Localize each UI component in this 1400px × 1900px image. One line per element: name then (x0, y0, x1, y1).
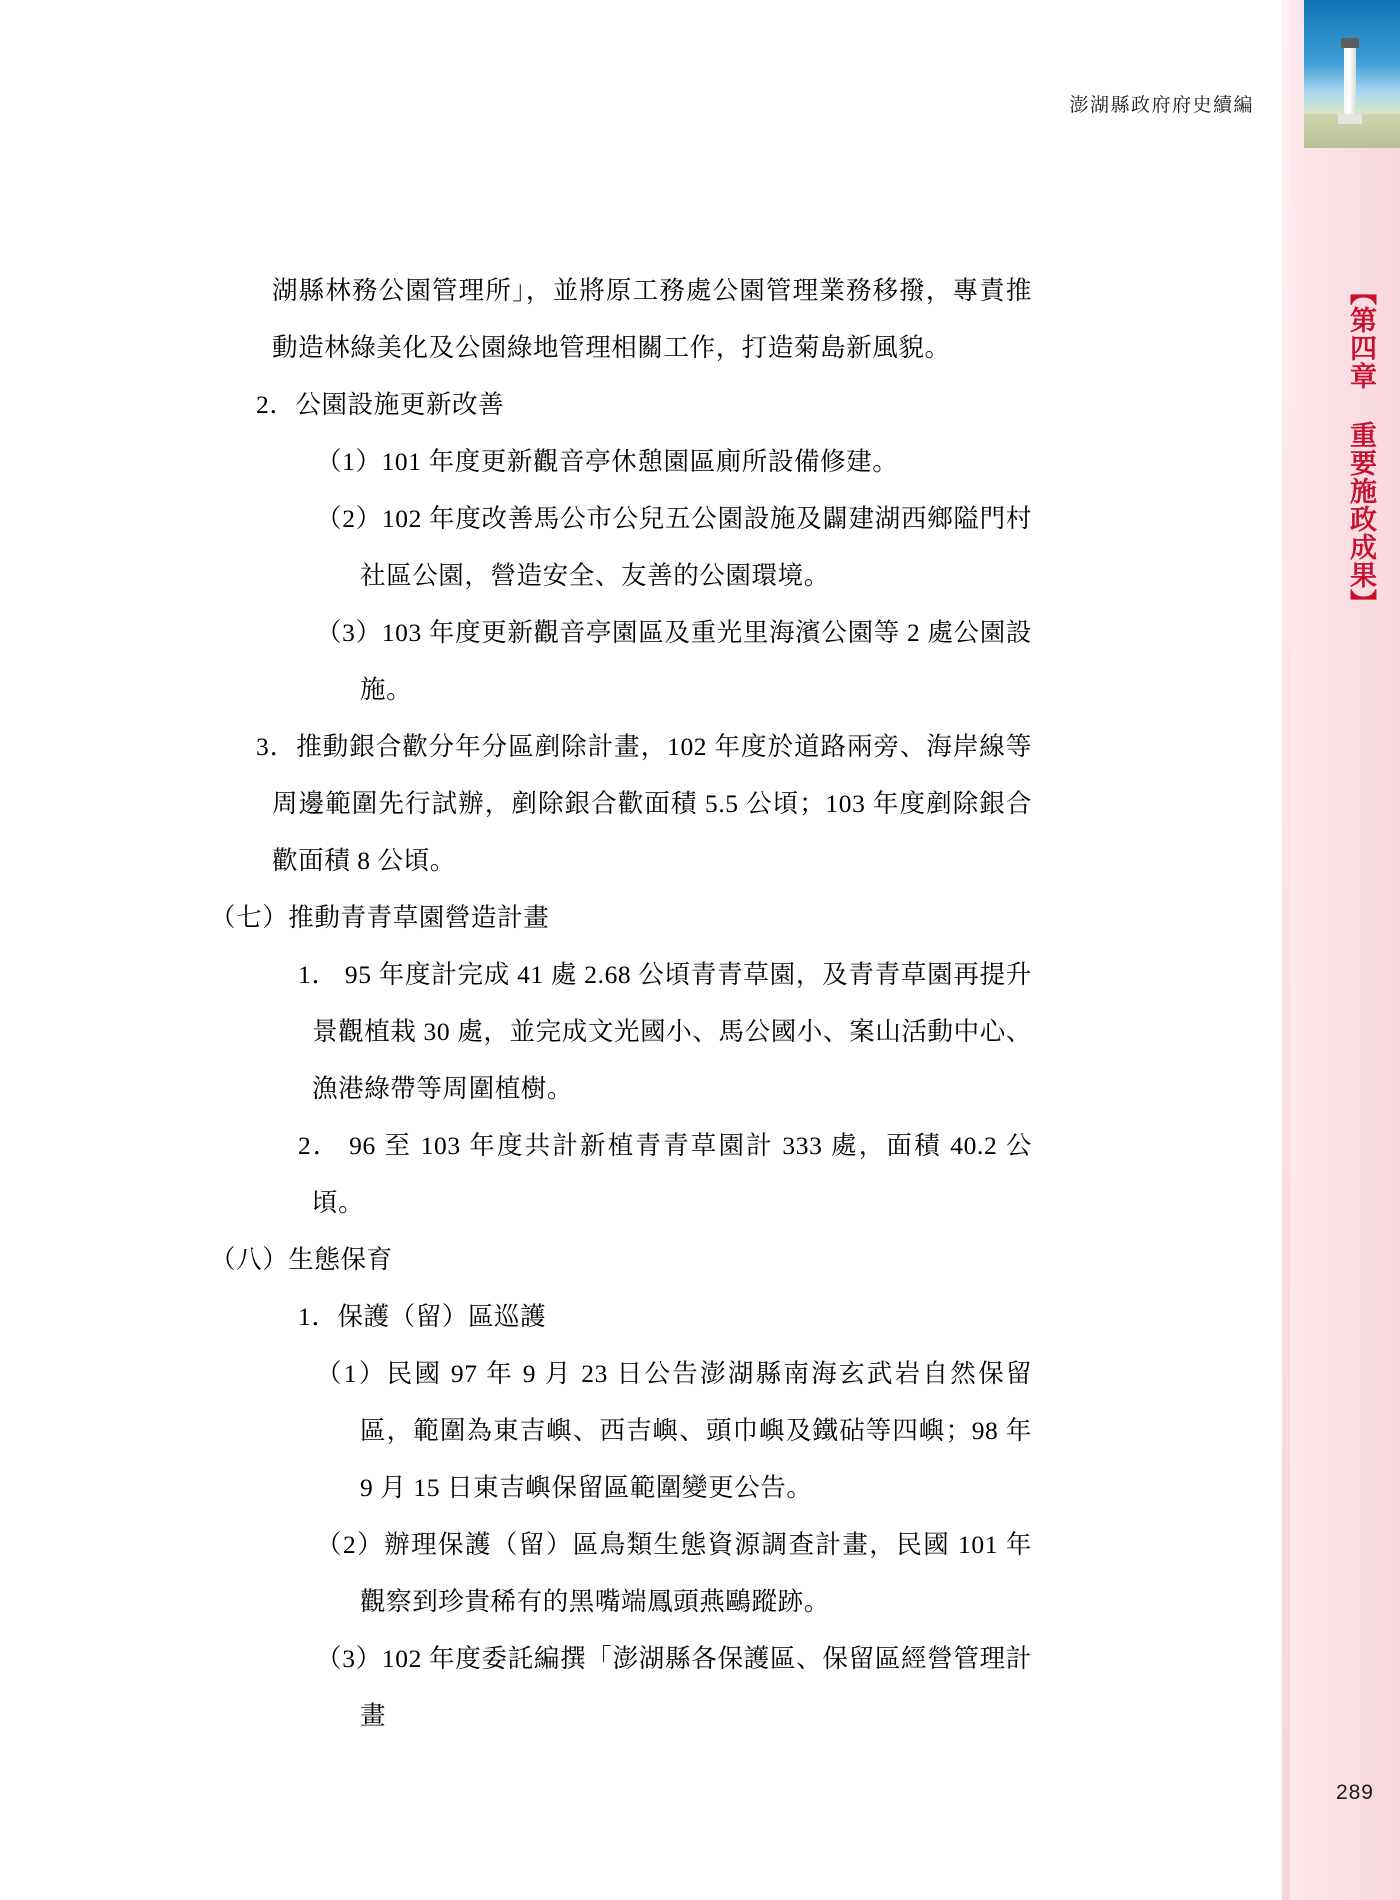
document-body (210, 262, 1032, 1744)
page-number: 289 (1335, 1781, 1374, 1804)
body-paragraph: 湖縣林務公園管理所」，並將原工務處公園管理業務移撥，專責推動造林綠美化及公園綠地管理相關工作，打造菊島新風貌。 (272, 276, 1032, 362)
body-paragraph: （2）辦理保護（留）區鳥類生態資源調查計畫，民國 101 年觀察到珍貴稀有的黑嘴端鳳頭燕鷗蹤跡。 (316, 1530, 1032, 1616)
lighthouse-tower-icon (1344, 44, 1356, 118)
body-paragraph: 1．保護（留）區巡護 (298, 1302, 547, 1331)
lighthouse-photo (1304, 0, 1400, 148)
body-paragraph: （1）民國 97 年 9 月 23 日公告澎湖縣南海玄武岩自然保留區，範圍為東吉嶼、西吉嶼、頭巾嶼及鐵砧等四嶼；98 年 9 月 15 日東吉嶼保留區範圍變更公告。 (316, 1359, 1032, 1502)
body-paragraph: 3．推動銀合歡分年分區剷除計畫，102 年度於道路兩旁、海岸線等周邊範圍先行試辦，剷除銀合歡面積 5.5 公頃；103 年度剷除銀合歡面積 8 公頃。 (256, 732, 1032, 875)
body-paragraph: （3）103 年度更新觀音亭園區及重光里海濱公園等 2 處公園設施。 (316, 618, 1032, 704)
body-paragraph: 2．公園設施更新改善 (256, 390, 505, 419)
body-paragraph: 1． 95 年度計完成 41 處 2.68 公頃青青草園，及青青草園再提升景觀植栽 30 處，並完成文光國小、馬公國小、案山活動中心、漁港綠帶等周圍植樹。 (298, 960, 1032, 1103)
body-paragraph: （八）生態保育 (210, 1245, 393, 1274)
body-paragraph: （3）102 年度委託編撰「澎湖縣各保護區、保留區經營管理計畫 (316, 1644, 1032, 1730)
body-paragraph: 2． 96 至 103 年度共計新植青青草園計 333 處，面積 40.2 公頃。 (298, 1131, 1032, 1217)
lighthouse-lamp-icon (1341, 38, 1359, 48)
body-paragraph: （2）102 年度改善馬公市公兒五公園設施及闢建湖西鄉隘門村社區公園，營造安全、友善的公園環境。 (316, 504, 1032, 590)
body-paragraph: （1）101 年度更新觀音亭休憩園區廁所設備修建。 (316, 447, 899, 476)
lighthouse-base (1338, 114, 1362, 124)
running-header: 澎湖縣政府府史續編 (1069, 95, 1254, 116)
chapter-side-tab: 【第四章 重要施政成果】 (1346, 278, 1376, 617)
body-paragraph: （七）推動青青草園營造計畫 (210, 903, 550, 932)
